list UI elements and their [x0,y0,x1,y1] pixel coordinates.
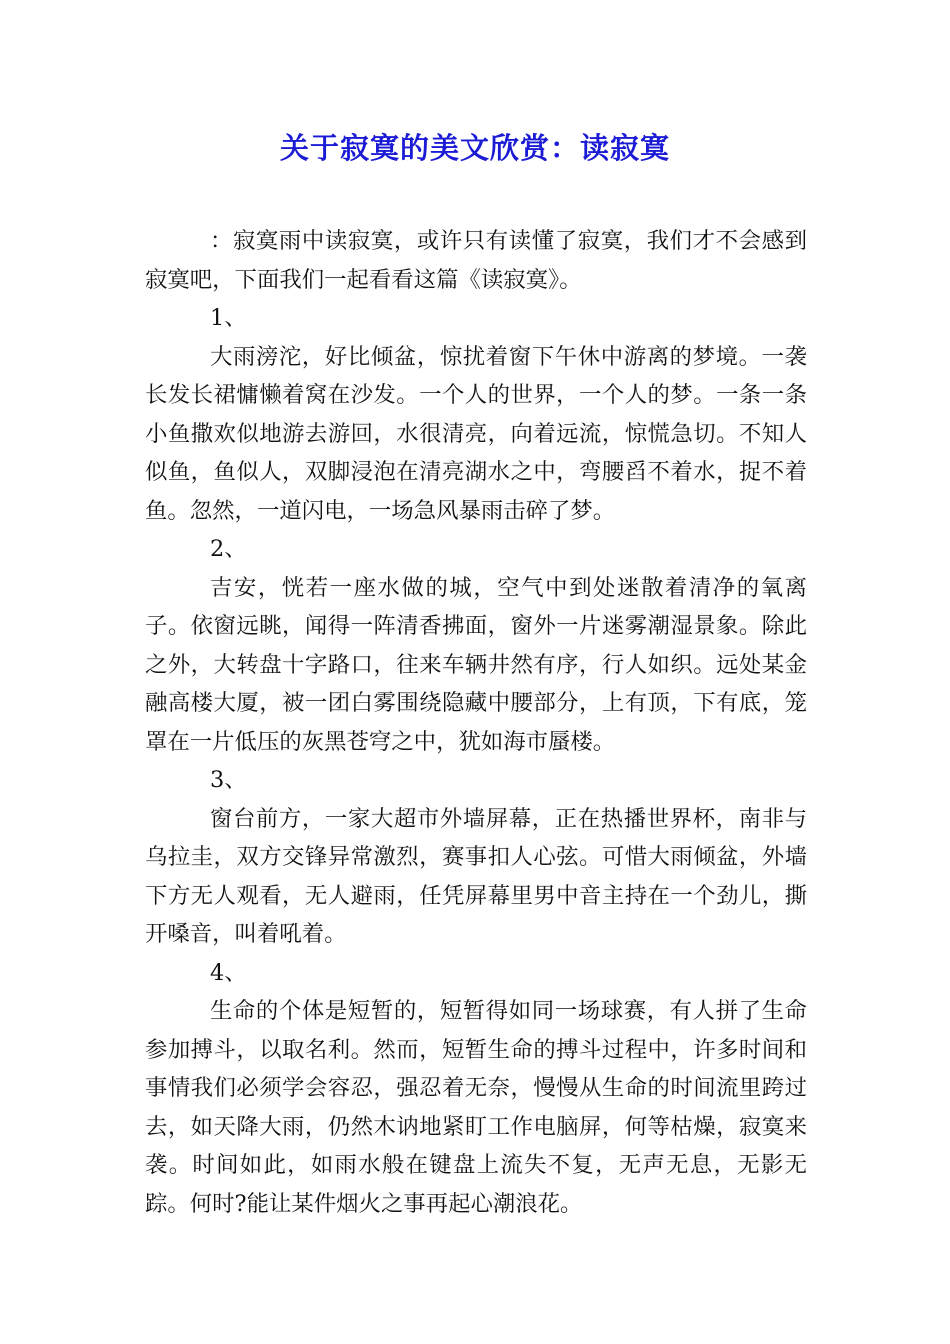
document-title: 关于寂寞的美文欣赏：读寂寞 [279,131,670,165]
intro-paragraph: ：寂寞雨中读寂寞，或许只有读懂了寂寞，我们才不会感到寂寞吧，下面我们一起看看这篇《读寂寞》。 [145,228,807,293]
section-number-4: 4、 [209,959,247,986]
document-body [145,222,807,1223]
section-number-2: 2、 [209,536,247,562]
section-number-1: 1、 [209,305,247,331]
section-3-paragraph: 窗台前方，一家大超市外墙屏幕，正在热播世界杯，南非与乌拉圭，双方交锋异常激烈，赛事扣人心弦。可惜大雨倾盆，外墙下方无人观看，无人避雨，任凭屏幕里男中音主持在一个劲儿，撕开嗓音，叫着吼着。 [145,805,807,947]
section-number-3: 3、 [209,767,247,793]
section-2-paragraph: 吉安，恍若一座水做的城，空气中到处迷散着清净的氧离子。依窗远眺，闻得一阵清香拂面，窗外一片迷雾潮湿景象。除此之外，大转盘十字路口，往来车辆井然有序，行人如织。远处某金融高楼大厦，被一团白雾围绕隐藏中腰部分，上有顶，下有底，笼罩在一片低压的灰黑苍穹之中，犹如海市蜃楼。 [145,574,807,755]
section-4-paragraph: 生命的个体是短暂的，短暂得如同一场球赛，有人拼了生命参加搏斗，以取名利。然而，短暂生命的搏斗过程中，许多时间和事情我们必须学会容忍，强忍着无奈，慢慢从生命的时间流里跨过去，如天降大雨，仍然木讷地紧盯工作电脑屏，何等枯燥，寂寞来袭。时间如此，如雨水般在键盘上流失不复，无声无息，无影无踪。何时?能让某件烟火之事再起心潮浪花。 [145,998,807,1217]
section-1-paragraph: 大雨滂沱，好比倾盆，惊扰着窗下午休中游离的梦境。一袭长发长裙慵懒着窝在沙发。一个人的世界，一个人的梦。一条一条小鱼撒欢似地游去游回，水很清亮，向着远流，惊慌急切。不知人似鱼，鱼似人，双脚浸泡在清亮湖水之中，弯腰舀不着水，捉不着鱼。忽然，一道闪电，一场急风暴雨击碎了梦。 [145,343,807,524]
